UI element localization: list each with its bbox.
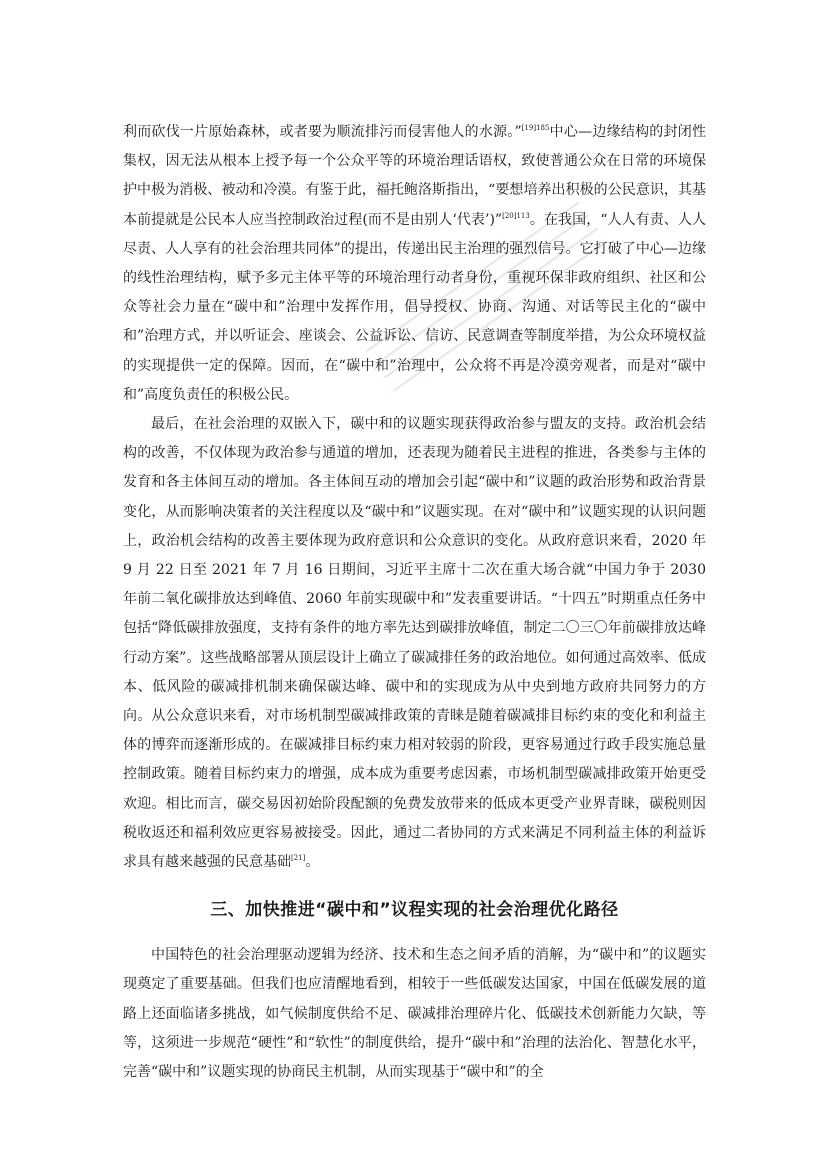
paragraph-text: 中心—边缘结构的封闭性集权，因无法从根本上授予每一个公众平等的环境治理话语权，致使普通公众在日常的环境保护中极为消极、被动和冷漠。有鉴于此，福托鲍洛斯指出，“要想培养出积极的公民意识，其基本前提就是公民本人应当控制政治过程(而不是由别人‘代表’)” [123, 124, 707, 228]
body-text [123, 118, 706, 1087]
citation: [19]185 [521, 124, 550, 132]
paragraph-text: 。 [305, 854, 320, 871]
section-heading: 三、加快推进“碳中和”议程实现的社会治理优化路径 [210, 900, 619, 921]
paragraph-political-opportunity [123, 410, 706, 877]
paragraph-section-intro [123, 941, 706, 1087]
citation: [20]113 [502, 211, 530, 220]
paragraph-text: 。在我国，“人人有责、人人尽责、人人享有的社会治理共同体”的提出，传递出民主治理的强烈信号。它打破了中心—边缘的线性治理结构，赋予多元主体平等的环境治理行动者身份，重视环保非政府组织、社区和公众等社会力量在“碳中和”治理中发挥作用，倡导授权、协商、沟通、对话等民主化的“碳中和”治理方式，并以听证会、座谈会、公益诉讼、信访、民意调查等制度举措，为公众环境权益的实现提供一定的保障。因而，在“碳中和”治理中，公众将不再是冷漠旁观者，而是对“碳中和”高度负责任的积极公民。 [123, 211, 706, 403]
paragraph-text: 中国特色的社会治理驱动逻辑为经济、技术和生态之间矛盾的消解，为“碳中和”的议题实现奠定了重要基础。但我们也应清醒地看到，相较于一些低碳发达国家，中国在低碳发展的道路上还面临诸多挑战，如气候制度供给不足、碳减排治理碎片化、低碳技术创新能力欠缺，等等，这须进一步规范“硬性”和“软性”的制度供给，提升“碳中和”治理的法治化、智慧化水平，完善“碳中和”议题实现的协商民主机制，从而实现基于“碳中和”的全 [123, 947, 706, 1081]
paragraph-text: 利而砍伐一片原始森林，或者要为顺流排污而侵害他人的水源。” [123, 124, 522, 140]
paragraph-text: 最后，在社会治理的双嵌入下，碳中和的议题实现获得政治参与盟友的支持。政治机会结构的改善，不仅体现为政治参与通道的增加，还表现为随着民主进程的推进，各类参与主体的发育和各主体间互动的增加。各主体间互动的增加会引起“碳中和”议题的政治形势和政治背景变化，从而影响决策者的关注程度以及“碳中和”议题实现。在对“碳中和”议题实现的认识问题上，政治机会结构的改善主要体现为政府意识和公众意识的变化。从政府意识来看，2020 年 9 月 22 日至 2021 年 7 月 16 日期间，习近平主席十二次在重大场合就“中国力争于 2030 年前二氧化碳排放达到峰值、2060 年前实现碳中和”发表重要讲话。“十四五”时期重点任务中包括“降低碳排放强度，支持有条件的地方率先达到碳排放峰值，制定二〇三〇年前碳排放达峰行动方案”。这些战略部署从顶层设计上确立了碳减排任务的政治地位。如何通过高效率、低成本、低风险的碳减排机制来确保碳达峰、碳中和的实现成为从中央到地方政府共同努力的方向。从公众意识来看，对市场机制型碳减排政策的青睐是随着碳减排目标约束的变化和利益主体的博弈而逐渐形成的。在碳减排目标约束力相对较弱的阶段，更容易通过行政手段实施总量控制政策。随着目标约束力的增强，成本成为重要考虑因素，市场机制型碳减排政策开始更受欢迎。相比而言，碳交易因初始阶段配额的免费发放带来的低成本更受产业界青睐，碳税则因税收返还和福利效应更容易被接受。因此，通过二者协同的方式来满足不同利益主体的利益诉求具有越来越强的民意基础 [123, 416, 706, 871]
citation: [21] [291, 854, 306, 863]
paragraph-continuation [123, 118, 706, 410]
